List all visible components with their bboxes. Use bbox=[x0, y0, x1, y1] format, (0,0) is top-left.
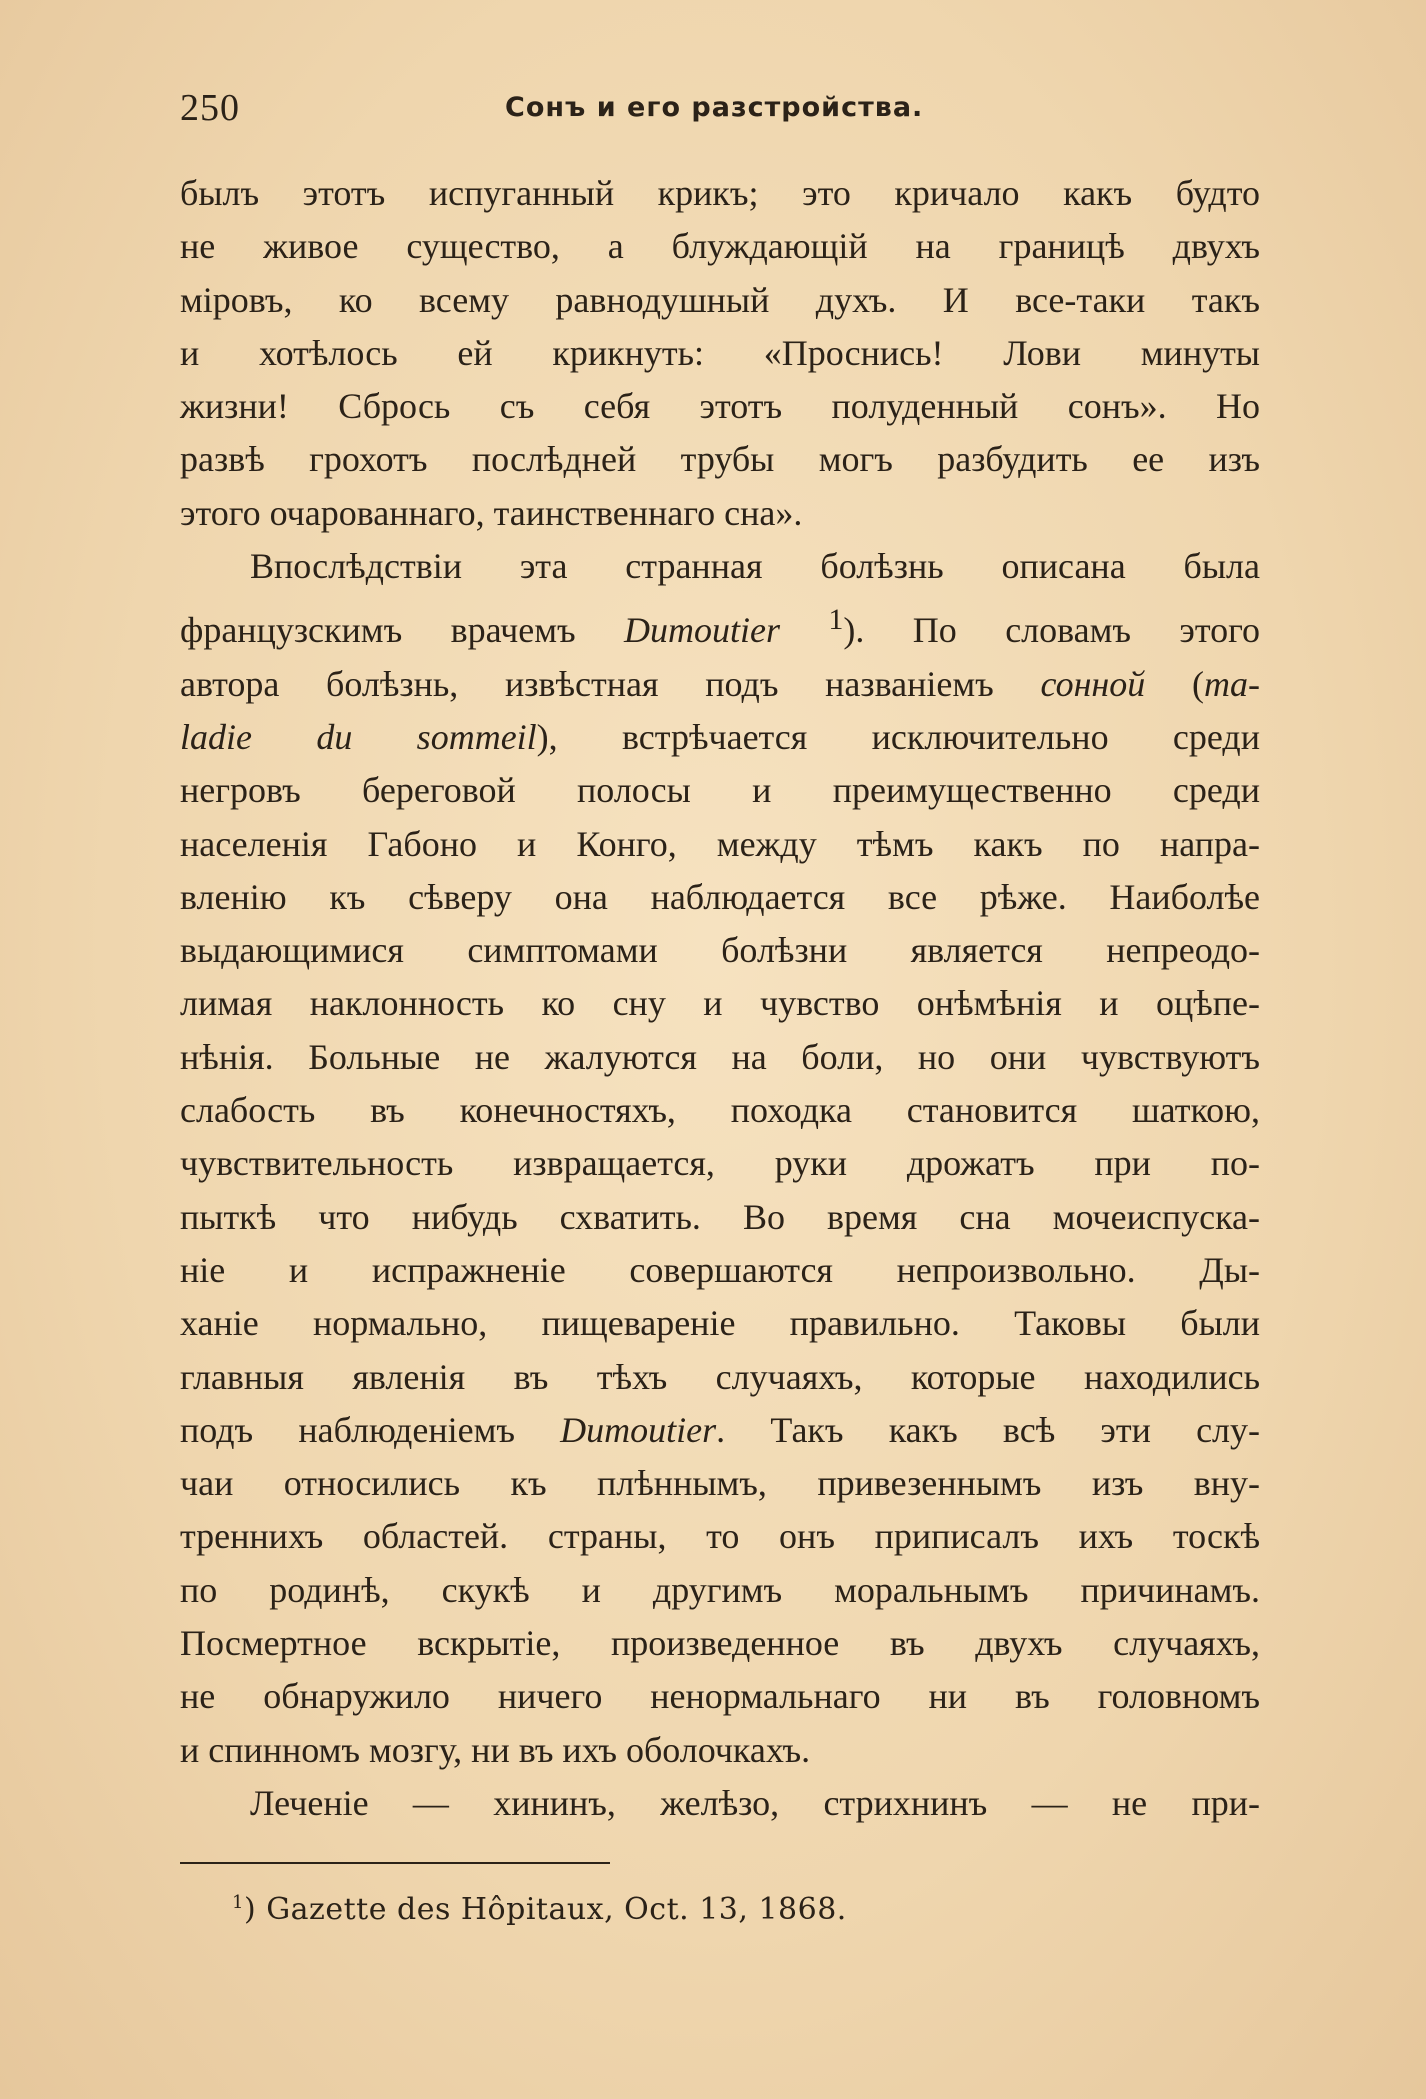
author-name: Dumoutier bbox=[624, 610, 780, 651]
text-line: Леченіе — хининъ, желѣзо, стрихнинъ — не при- bbox=[250, 1782, 1260, 1823]
page-number: 250 bbox=[180, 87, 240, 129]
text-line: ханіе нормально, пищевареніе правильно. Таковы были bbox=[180, 1303, 1260, 1344]
text-line: главныя явленія въ тѣхъ случаяхъ, которые находились bbox=[180, 1356, 1260, 1397]
text-line: чувствительность извращается, руки дрожатъ при по- bbox=[180, 1143, 1260, 1184]
text-line: не живое существо, а блуждающій на границѣ двухъ bbox=[180, 226, 1260, 267]
text-line: этого очарованнаго, таинственнаго сна». bbox=[180, 492, 803, 533]
text-span: . Такъ какъ всѣ эти слу- bbox=[716, 1409, 1260, 1450]
footnote-marker: 1 bbox=[232, 1892, 244, 1913]
text-line: чаи относились къ плѣннымъ, привезеннымъ изъ вну- bbox=[180, 1463, 1260, 1504]
text-line: лимая наклонность ко сну и чувство онѣмѣнія и оцѣпе- bbox=[180, 983, 1260, 1024]
text-line: по родинѣ, скукѣ и другимъ моральнымъ причинамъ. bbox=[180, 1569, 1260, 1610]
footnote-text: ) Gazette des Hôpitaux, Oct. 13, 1868. bbox=[243, 1892, 847, 1927]
text-line bbox=[180, 658, 1260, 711]
text-line: вленію къ сѣверу она наблюдается все рѣже. Наиболѣе bbox=[180, 876, 1260, 917]
running-head: Сонъ и его разстройства. bbox=[505, 92, 924, 123]
author-name: Dumoutier bbox=[560, 1409, 717, 1450]
text-line bbox=[180, 593, 1260, 657]
footnote-divider bbox=[180, 1862, 610, 1864]
text-line: треннихъ областей. страны, то онъ приписалъ ихъ тоскѣ bbox=[180, 1516, 1260, 1557]
disease-name-fr: ma- bbox=[1204, 663, 1261, 704]
body-text bbox=[180, 167, 1260, 1830]
text-line: негровъ береговой полосы и преимущественно среди bbox=[180, 770, 1260, 811]
text-line: былъ этотъ испуганный крикъ; это кричало какъ будто bbox=[180, 173, 1260, 213]
text-line: слабость въ конечностяхъ, походка становится шаткою, bbox=[180, 1090, 1260, 1131]
text-line bbox=[180, 711, 1260, 764]
text-span: ). По словамъ этого bbox=[843, 610, 1261, 651]
footnote-reference: 1 bbox=[828, 603, 844, 637]
text-span: ), встрѣчается исключительно среди bbox=[536, 716, 1260, 757]
text-line: развѣ грохотъ послѣдней трубы могъ разбудить ее изъ bbox=[180, 439, 1260, 480]
text-line: міровъ, ко всему равнодушный духъ. И все-таки такъ bbox=[180, 279, 1260, 320]
disease-name-ru: сонной bbox=[1040, 663, 1146, 704]
text-line: населенія Габоно и Конго, между тѣмъ какъ по напра- bbox=[180, 823, 1260, 864]
text-span: ( bbox=[1145, 663, 1205, 704]
page-header bbox=[180, 86, 1260, 136]
footnote bbox=[232, 1892, 847, 1927]
text-line: жизни! Сбрось съ себя этотъ полуденный сонъ». Но bbox=[180, 386, 1260, 427]
text-line: нѣнія. Больные не жалуются на боли, но они чувствуютъ bbox=[180, 1036, 1260, 1077]
text-line: не обнаружило ничего ненормальнаго ни въ головномъ bbox=[180, 1676, 1260, 1717]
text-line: Посмертное вскрытіе, произведенное въ двухъ случаяхъ, bbox=[180, 1623, 1260, 1664]
text-line: выдающимися симптомами болѣзни является непреодо- bbox=[180, 930, 1260, 971]
text-line: и хотѣлось ей крикнуть: «Проснись! Лови минуты bbox=[180, 332, 1260, 373]
text-line: ніе и испражненіе совершаются непроизвольно. Ды- bbox=[180, 1249, 1260, 1290]
text-span: подъ наблюденіемъ bbox=[180, 1409, 561, 1450]
text-line bbox=[180, 1404, 1260, 1457]
text-line: Впослѣдствіи эта странная болѣзнь описана была bbox=[250, 546, 1260, 587]
text-span: автора болѣзнь, извѣстная подъ названіемъ bbox=[180, 663, 1041, 704]
text-span: французскимъ врачемъ bbox=[180, 610, 624, 651]
text-line: и спинномъ мозгу, ни въ ихъ оболочкахъ. bbox=[180, 1729, 811, 1770]
disease-name-fr: ladie du sommeil bbox=[180, 716, 537, 757]
text-line: пыткѣ что нибудь схватить. Во время сна мочеиспуска- bbox=[180, 1196, 1260, 1237]
